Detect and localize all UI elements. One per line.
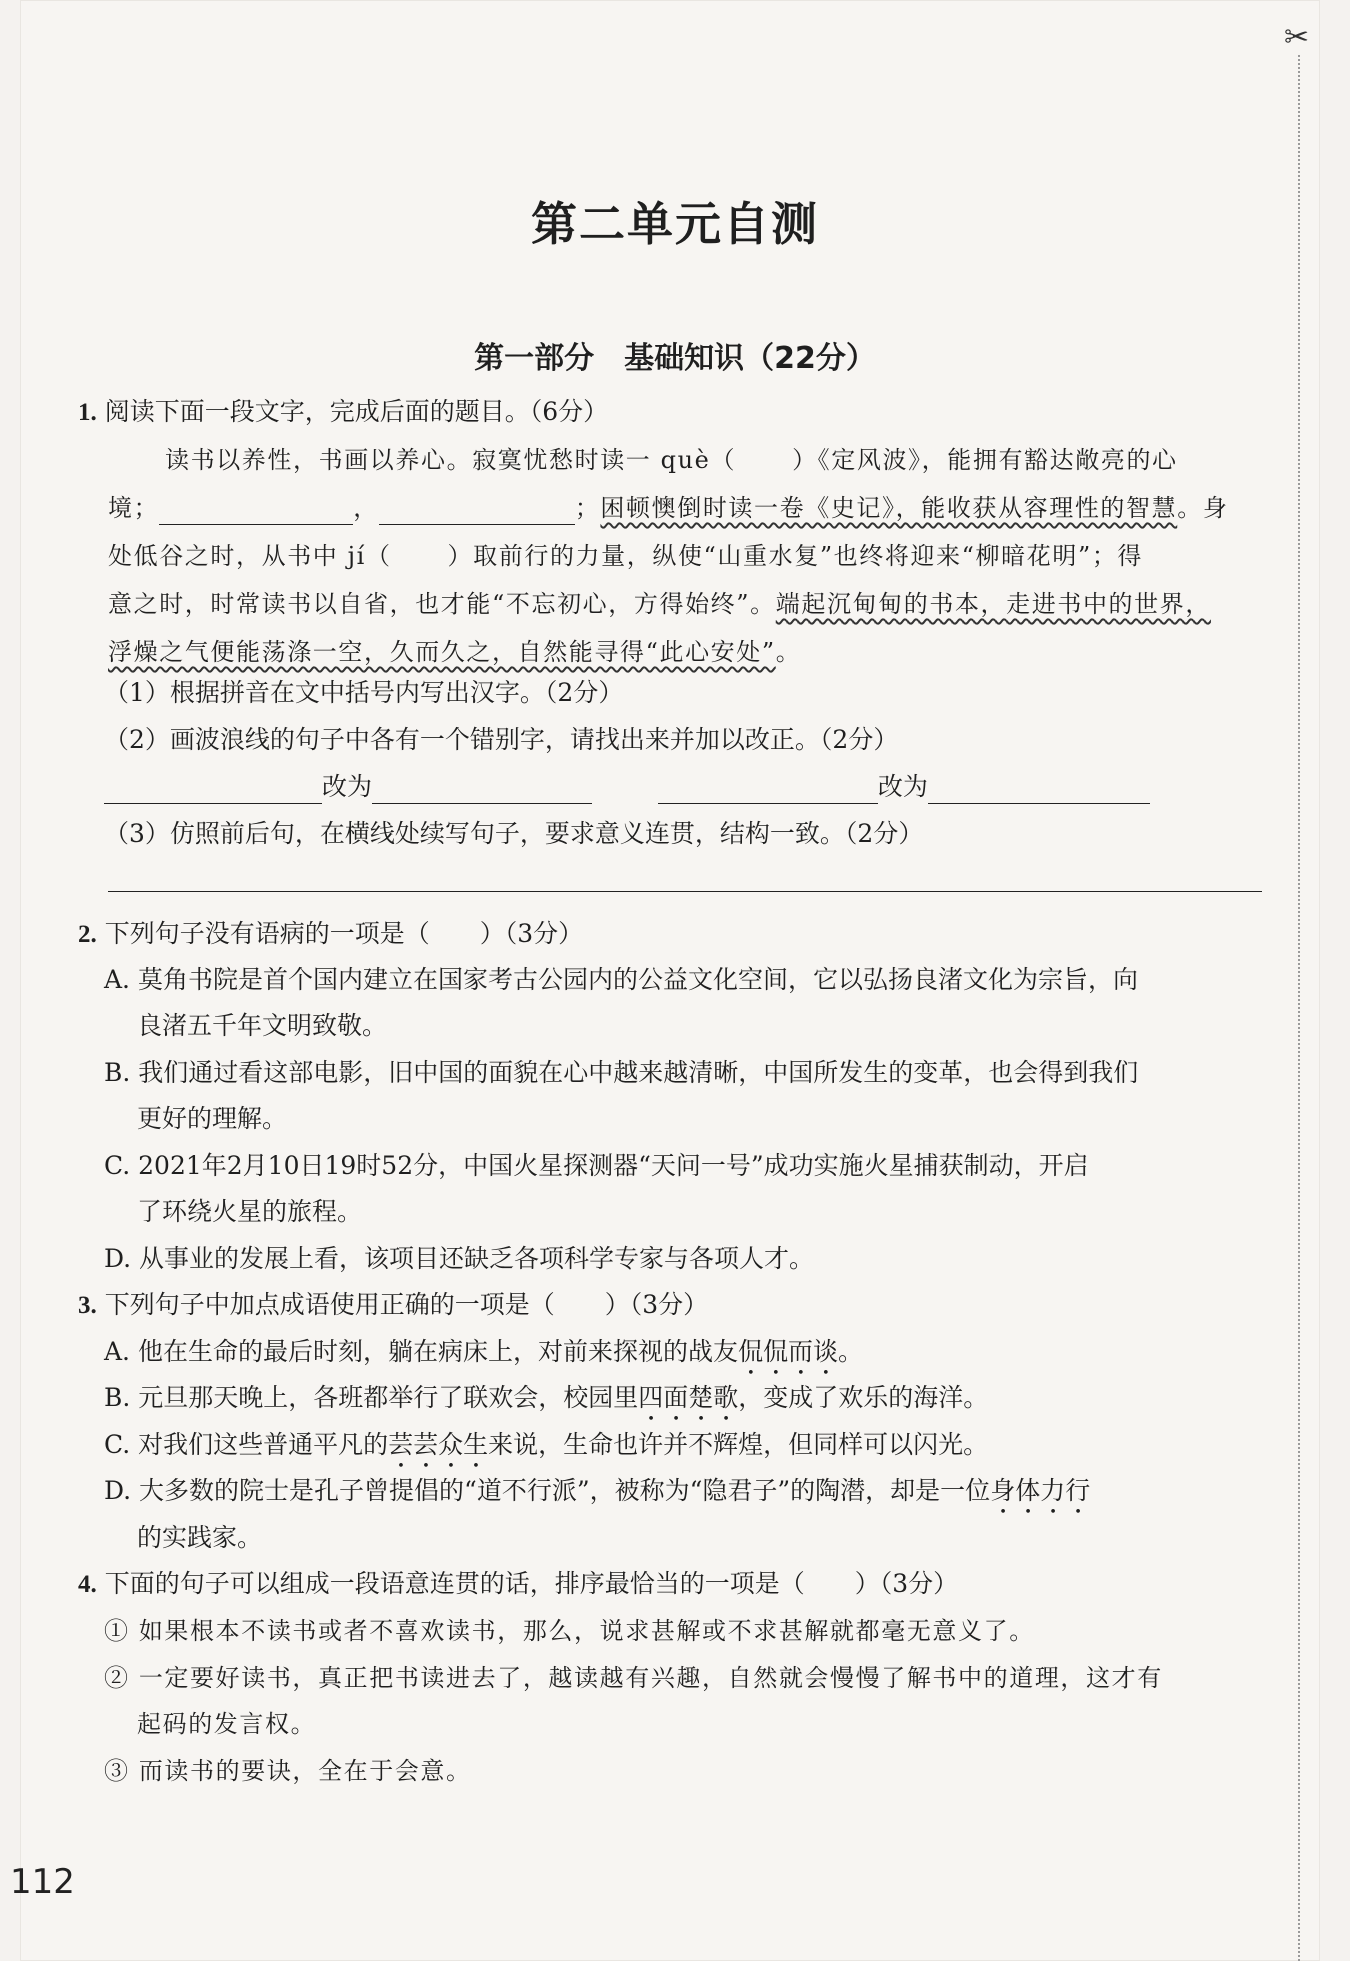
option-c[interactable]: C. 2021年2月10日19时52分，中国火星探测器“天问一号”成功实施火星捕获制动，开启	[104, 1151, 1089, 1180]
option-text: D. 大多数的院士是孔子曾提倡的“道不行派”，被称为“隐君子”的陶潜，却是一位	[104, 1476, 991, 1505]
sentence-2: ② 一定要好读书，真正把书读进去了，越读越有兴趣，自然就会慢慢了解书中的道理，这才有	[104, 1664, 1163, 1692]
dotted-idiom: 芸芸众生	[388, 1430, 489, 1459]
question-number: 1.	[78, 399, 97, 426]
wavy-sentence: 困顿懊倒时读一卷《史记》，能收获从容理性的智慧	[600, 494, 1178, 522]
option-a[interactable]: A. 莫角书院是首个国内建立在国家考古公园内的公益文化空间，它以弘扬良渚文化为宗旨，向	[104, 965, 1138, 994]
option-b[interactable]	[104, 1381, 988, 1427]
passage-text: 处低谷之时，从书中 jí（	[108, 542, 392, 570]
option-d[interactable]	[104, 1474, 1090, 1520]
dotted-idiom: 身体力行	[990, 1476, 1091, 1505]
correct-char-blank[interactable]	[928, 777, 1150, 804]
correction-row	[104, 770, 1150, 804]
passage-line-1	[165, 443, 1178, 477]
option-text: 。	[837, 1337, 863, 1366]
section-title: 第一部分 基础知识（22分）	[474, 341, 876, 376]
wavy-sentence: 浮燥之气便能荡涤一空，久而久之，自然能寻得“此心安处”	[108, 638, 776, 666]
scissors-icon: ✂	[1284, 20, 1310, 55]
option-c-cont: 了环绕火星的旅程。	[137, 1197, 363, 1226]
question-4-stem	[78, 1567, 958, 1602]
option-text: A. 他在生命的最后时刻，躺在病床上，对前来探视的战友	[104, 1337, 738, 1366]
question-text: 下面的句子可以组成一段语意连贯的话，排序最恰当的一项是（ ）（3分）	[104, 1569, 959, 1598]
question-number: 4.	[78, 1571, 97, 1598]
passage-text: ）取前行的力量，纵使“山重水复”也终将迎来“柳暗花明”；得	[447, 542, 1144, 570]
correct-char-blank[interactable]	[372, 777, 592, 804]
answer-line[interactable]	[108, 891, 1262, 892]
question-1-stem	[78, 395, 608, 430]
sub-question-2: （2）画波浪线的句子中各有一个错别字，请找出来并加以改正。（2分）	[104, 725, 899, 754]
option-d-cont: 的实践家。	[137, 1523, 263, 1552]
change-label: 改为	[877, 772, 928, 801]
option-text: ，变成了欢乐的海洋。	[738, 1383, 989, 1412]
question-number: 2.	[78, 921, 97, 948]
page-number: 112	[10, 1862, 75, 1902]
option-c[interactable]	[104, 1428, 988, 1474]
fill-blank[interactable]	[159, 498, 353, 525]
option-a[interactable]	[104, 1335, 863, 1381]
question-text: 下列句子中加点成语使用正确的一项是（ ）（3分）	[104, 1290, 709, 1319]
question-text: 下列句子没有语病的一项是（ ）（3分）	[104, 919, 584, 948]
sentence-1: ① 如果根本不读书或者不喜欢读书，那么，说求甚解或不求甚解就都毫无意义了。	[104, 1617, 1035, 1645]
question-3-stem	[78, 1288, 708, 1323]
option-b-cont: 更好的理解。	[137, 1104, 288, 1133]
passage-text: ）《定风波》，能拥有豁达敞亮的心	[792, 446, 1178, 474]
question-text: 阅读下面一段文字，完成后面的题目。（6分）	[104, 397, 609, 426]
page-title: 第二单元自测	[531, 197, 819, 251]
sub-question-3: （3）仿照前后句，在横线处续写句子，要求意义连贯，结构一致。（2分）	[104, 819, 924, 848]
sub-question-1: （1）根据拼音在文中括号内写出汉字。（2分）	[104, 678, 624, 707]
option-a-cont: 良渚五千年文明致敬。	[137, 1011, 388, 1040]
wavy-sentence: 端起沉甸甸的书本，走进书中的世界，	[775, 590, 1211, 618]
option-text: B. 元旦那天晚上，各班都举行了联欢会，校园里	[104, 1383, 639, 1412]
passage-text: ，	[353, 494, 379, 522]
passage-text: 。	[775, 638, 802, 666]
passage-text: ；	[574, 494, 601, 522]
passage-text: 。身	[1177, 494, 1229, 522]
wrong-char-blank[interactable]	[104, 777, 322, 804]
question-number: 3.	[78, 1292, 97, 1319]
option-d[interactable]: D. 从事业的发展上看，该项目还缺乏各项科学专家与各项人才。	[104, 1244, 815, 1273]
option-text: C. 对我们这些普通平凡的	[104, 1430, 389, 1459]
change-label: 改为	[322, 772, 373, 801]
dotted-idiom: 侃侃而谈	[737, 1337, 838, 1366]
passage-line-5	[108, 635, 801, 669]
question-2-stem	[78, 917, 583, 952]
dotted-idiom: 四面楚歌	[638, 1383, 739, 1412]
passage-text: 境；	[108, 494, 160, 522]
passage-line-4	[108, 587, 1211, 621]
passage-text: 意之时，时常读书以自省，也才能“不忘初心，方得始终”。	[108, 590, 776, 618]
passage-line-3	[108, 539, 1143, 573]
wrong-char-blank[interactable]	[658, 777, 878, 804]
fill-blank[interactable]	[379, 498, 575, 525]
passage-line-2	[108, 491, 1228, 525]
passage-text: 读书以养性，书画以养心。寂寞忧愁时读一 què（	[165, 446, 737, 474]
option-text: 来说，生命也许并不辉煌，但同样可以闪光。	[488, 1430, 989, 1459]
option-b[interactable]: B. 我们通过看这部电影，旧中国的面貌在心中越来越清晰，中国所发生的变革，也会得到我们	[104, 1058, 1139, 1087]
sentence-2-cont: 起码的发言权。	[137, 1710, 317, 1738]
sentence-3: ③ 而读书的要诀，全在于会意。	[104, 1757, 472, 1785]
